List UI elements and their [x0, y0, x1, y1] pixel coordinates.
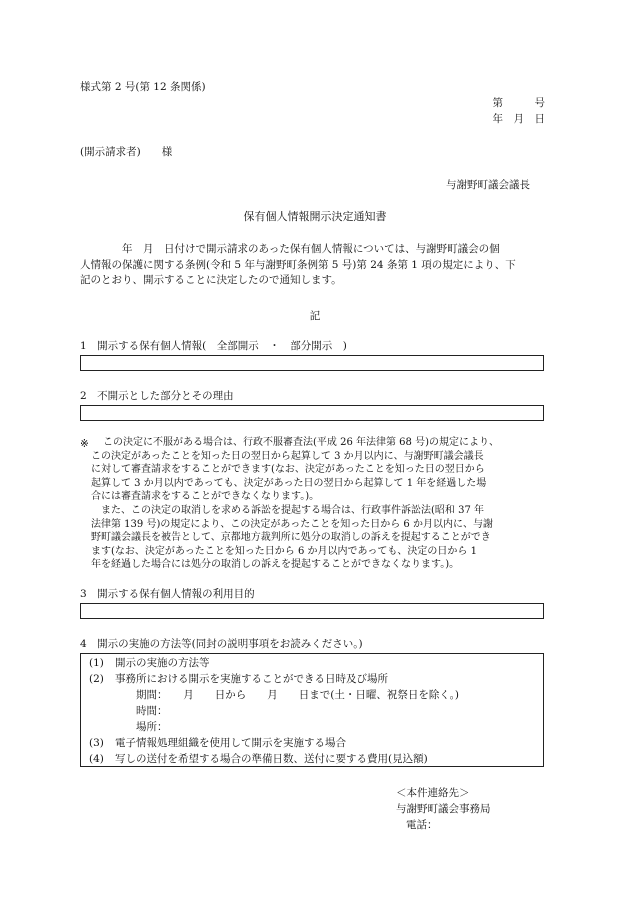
note-mark: ※: [80, 438, 89, 450]
note-line: 法律第 139 号)の規定により、この決定があったことを知った日から 6 か月以内に、与謝: [91, 518, 493, 530]
note-line: 野町議会議長を被告として、京都地方裁判所に処分の取消しの訴えを提起することができ: [91, 532, 491, 544]
document-number: 第 号: [492, 97, 545, 109]
body-paragraph: [80, 242, 546, 289]
body-line: 人情報の保護に関する条例(令和 5 年与謝野町条例第 5 号)第 24 条第 1 項の規定により、下: [80, 258, 516, 271]
note-line: 年を経過した場合には処分の取消しの訴えを提起することができなくなります。)。: [91, 559, 460, 571]
section4-item: 場所：: [115, 721, 168, 733]
section4-item: (2) 事務所における開示を実施することができる日時及び場所: [89, 673, 388, 685]
note-line: 合には審査請求をすることができなくなります。)。: [91, 491, 320, 503]
section3-box: [80, 603, 544, 619]
note-line: 起算して 3 か月以内であっても、決定があった日の翌日から起算して 1 年を経過した場: [91, 477, 487, 489]
recipient: (開示請求者) 様: [80, 146, 173, 158]
section2-label: 2 不開示とした部分とその理由: [80, 390, 234, 402]
section4-item: (3) 電子情報処理組織を使用して開示を実施する場合: [89, 737, 346, 749]
document-date: 年 月 日: [492, 113, 545, 125]
contact-heading: ＜本件連絡先＞: [396, 787, 470, 799]
form-number: 様式第 2 号(第 12 条関係): [80, 81, 206, 93]
note-line: ます(なお、決定があったことを知った日から 6 か月以内であっても、決定の日から 1: [91, 545, 477, 557]
section4-item: (1) 開示の実施の方法等: [89, 657, 210, 669]
body-line: 記のとおり、開示することに決定したので通知します。: [80, 274, 342, 286]
contact-office: 与謝野町議会事務局: [396, 803, 491, 815]
section4-box: [80, 653, 544, 767]
note-line: また、この決定の取消しを求める訴訟を提起する場合は、行政事件訴訟法(昭和 37 年: [91, 504, 484, 516]
page-title: 保有個人情報開示決定通知書: [243, 210, 387, 223]
section3-label: 3 開示する保有個人情報の利用目的: [80, 588, 255, 600]
section1-box: [80, 355, 544, 371]
note-line: この決定に不服がある場合は、行政不服審査法(平成 26 年法律第 68 号)の規定により、: [103, 437, 499, 448]
section4-item: (4) 写しの送付を希望する場合の準備日数、送付に要する費用(見込額): [89, 753, 428, 765]
contact-phone: 電話：: [406, 819, 438, 831]
section4-label: 4 開示の実施の方法等(同封の説明事項をお読みください。): [80, 638, 363, 650]
note-line: に対して審査請求をすることができます(なお、決定があったことを知った日の翌日から: [91, 464, 485, 476]
note-line: この決定があったことを知った日の翌日から起算して 3 か月以内に、与謝野町議会議長: [91, 450, 484, 462]
section4-item: 期間： 月 日から 月 日まで(土・日曜、祝祭日を除く。): [115, 689, 459, 701]
note-block: [91, 436, 547, 572]
section2-box: [80, 405, 544, 421]
section1-label: 1 開示する保有個人情報( 全部開示 ・ 部分開示 ): [80, 340, 347, 352]
sender: 与謝野町議会議長: [446, 179, 530, 191]
ki-heading: 記: [309, 310, 321, 322]
body-line: 年 月 日付けで開示請求のあった保有個人情報については、与謝野町議会の個: [80, 243, 500, 255]
section4-item: 時間：: [115, 705, 168, 717]
